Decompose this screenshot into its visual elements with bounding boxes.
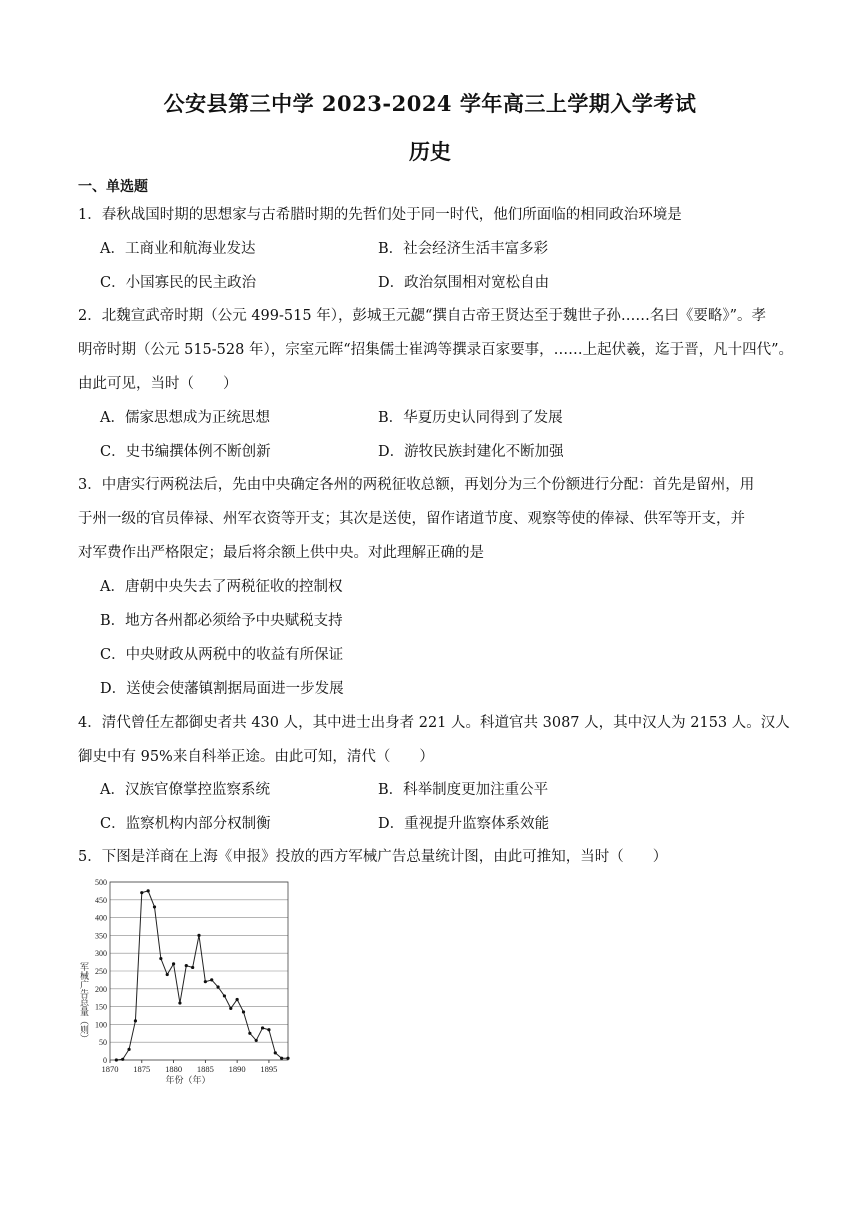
- data-point: [147, 889, 150, 892]
- data-point: [286, 1057, 289, 1060]
- data-point: [223, 994, 226, 997]
- data-point: [204, 980, 207, 983]
- data-point: [242, 1010, 245, 1013]
- data-point: [210, 978, 213, 981]
- q2-stem-line1: 2．北魏宣武帝时期（公元 499-515 年），彭城王元勰“撰自古帝王贤达至于魏世子孙……名曰《要略》”。孝: [78, 308, 767, 324]
- q2-option-b: B．华夏历史认同得到了发展: [378, 410, 563, 426]
- data-point: [134, 1019, 137, 1022]
- data-point: [159, 957, 162, 960]
- y-tick-label: 300: [95, 949, 107, 959]
- data-point: [172, 962, 175, 965]
- q4-option-a: A．汉族官僚掌控监察系统: [100, 782, 270, 798]
- data-point: [274, 1051, 277, 1054]
- series-line: [116, 891, 288, 1060]
- q3-option-b: B．地方各州都必须给予中央赋税支持: [100, 613, 343, 629]
- q4-option-c: C．监察机构内部分权制衡: [100, 816, 271, 832]
- q3-stem-line3: 对军费作出严格限定；最后将余额上供中央。对此理解正确的是: [78, 545, 484, 561]
- y-tick-label: 350: [95, 931, 107, 941]
- data-point: [127, 1048, 130, 1051]
- y-tick-label: 450: [95, 895, 107, 905]
- q2-option-a: A．儒家思想成为正统思想: [100, 410, 270, 426]
- x-tick-label: 1895: [260, 1064, 278, 1074]
- q2-option-c: C．史书编撰体例不断创新: [100, 444, 271, 460]
- y-tick-label: 400: [95, 913, 107, 923]
- ad-count-line-chart: [78, 874, 292, 1086]
- data-point: [248, 1032, 251, 1035]
- x-tick-label: 1870: [101, 1064, 119, 1074]
- y-tick-label: 250: [95, 967, 107, 976]
- data-point: [229, 1007, 232, 1010]
- q2-stem-line2: 明帝时期（公元 515-528 年），宗室元晖“招集儒士崔鸿等撰录百家要事，……上起伏羲，迄于晋，凡十四代”。: [78, 342, 794, 358]
- q5-stem: 5．下图是洋商在上海《申报》投放的西方军械广告总量统计图，由此可推知，当时（ ）: [78, 849, 668, 865]
- q1-stem: 1．春秋战国时期的思想家与古希腊时期的先哲们处于同一时代，他们所面临的相同政治环境是: [78, 207, 682, 223]
- data-point: [178, 1001, 181, 1004]
- q1-option-d: D．政治氛围相对宽松自由: [378, 275, 550, 291]
- q4-option-d: D．重视提升监察体系效能: [378, 816, 550, 832]
- x-tick-label: 1890: [228, 1064, 246, 1074]
- section-heading: 一、单选题: [78, 179, 148, 195]
- x-axis-label: 年份（年）: [165, 1075, 211, 1085]
- q3-stem-line2: 于州一级的官员俸禄、州军衣资等开支；其次是送使，留作诸道节度、观察等使的俸禄、供军等开支，并: [78, 511, 745, 527]
- data-point: [280, 1057, 283, 1060]
- data-point: [121, 1058, 124, 1061]
- exam-title: 公安县第三中学 2023-2024 学年高三上学期入学考试: [163, 91, 697, 116]
- data-point: [255, 1039, 258, 1042]
- y-tick-label: 150: [95, 1002, 107, 1012]
- data-point: [153, 905, 156, 908]
- q4-stem-line1: 4．清代曾任左都御史者共 430 人，其中进士出身者 221 人。科道官共 3087 人，其中汉人为 2153 人。汉人: [78, 715, 790, 731]
- q4-option-b: B．科举制度更加注重公平: [378, 782, 549, 798]
- y-axis-label: 军械广告总量（则）: [79, 962, 89, 1043]
- q3-option-d: D．送使会使藩镇割据局面进一步发展: [100, 681, 344, 697]
- q2-option-d: D．游牧民族封建化不断加强: [378, 444, 564, 460]
- data-point: [191, 966, 194, 969]
- data-point: [166, 973, 169, 976]
- q3-option-a: A．唐朝中央失去了两税征收的控制权: [100, 579, 343, 595]
- q1-option-b: B．社会经济生活丰富多彩: [378, 241, 549, 257]
- data-point: [197, 934, 200, 937]
- x-tick-label: 1880: [165, 1064, 183, 1074]
- y-tick-label: 200: [95, 984, 107, 994]
- data-point: [115, 1058, 118, 1061]
- x-tick-label: 1885: [196, 1064, 214, 1074]
- q3-stem-line1: 3．中唐实行两税法后，先由中央确定各州的两税征收总额，再划分为三个份额进行分配：首先是留州，用: [78, 477, 755, 493]
- data-point: [140, 891, 143, 894]
- y-tick-label: 100: [95, 1020, 107, 1030]
- y-tick-label: 50: [99, 1038, 107, 1048]
- data-point: [185, 964, 188, 967]
- y-tick-label: 0: [103, 1056, 107, 1065]
- subject-title: 历史: [409, 139, 451, 164]
- data-point: [216, 985, 219, 988]
- q3-option-c: C．中央财政从两税中的收益有所保证: [100, 647, 344, 663]
- data-point: [261, 1026, 264, 1029]
- data-point: [267, 1028, 270, 1031]
- q1-option-a: A．工商业和航海业发达: [100, 241, 256, 257]
- y-tick-label: 500: [95, 878, 107, 887]
- q2-stem-line3: 由此可见，当时（ ）: [78, 376, 238, 392]
- data-point: [236, 998, 239, 1001]
- x-tick-label: 1875: [133, 1064, 151, 1074]
- q1-option-c: C．小国寡民的民主政治: [100, 275, 257, 291]
- q4-stem-line2: 御史中有 95%来自科举正途。由此可知，清代（ ）: [78, 749, 434, 765]
